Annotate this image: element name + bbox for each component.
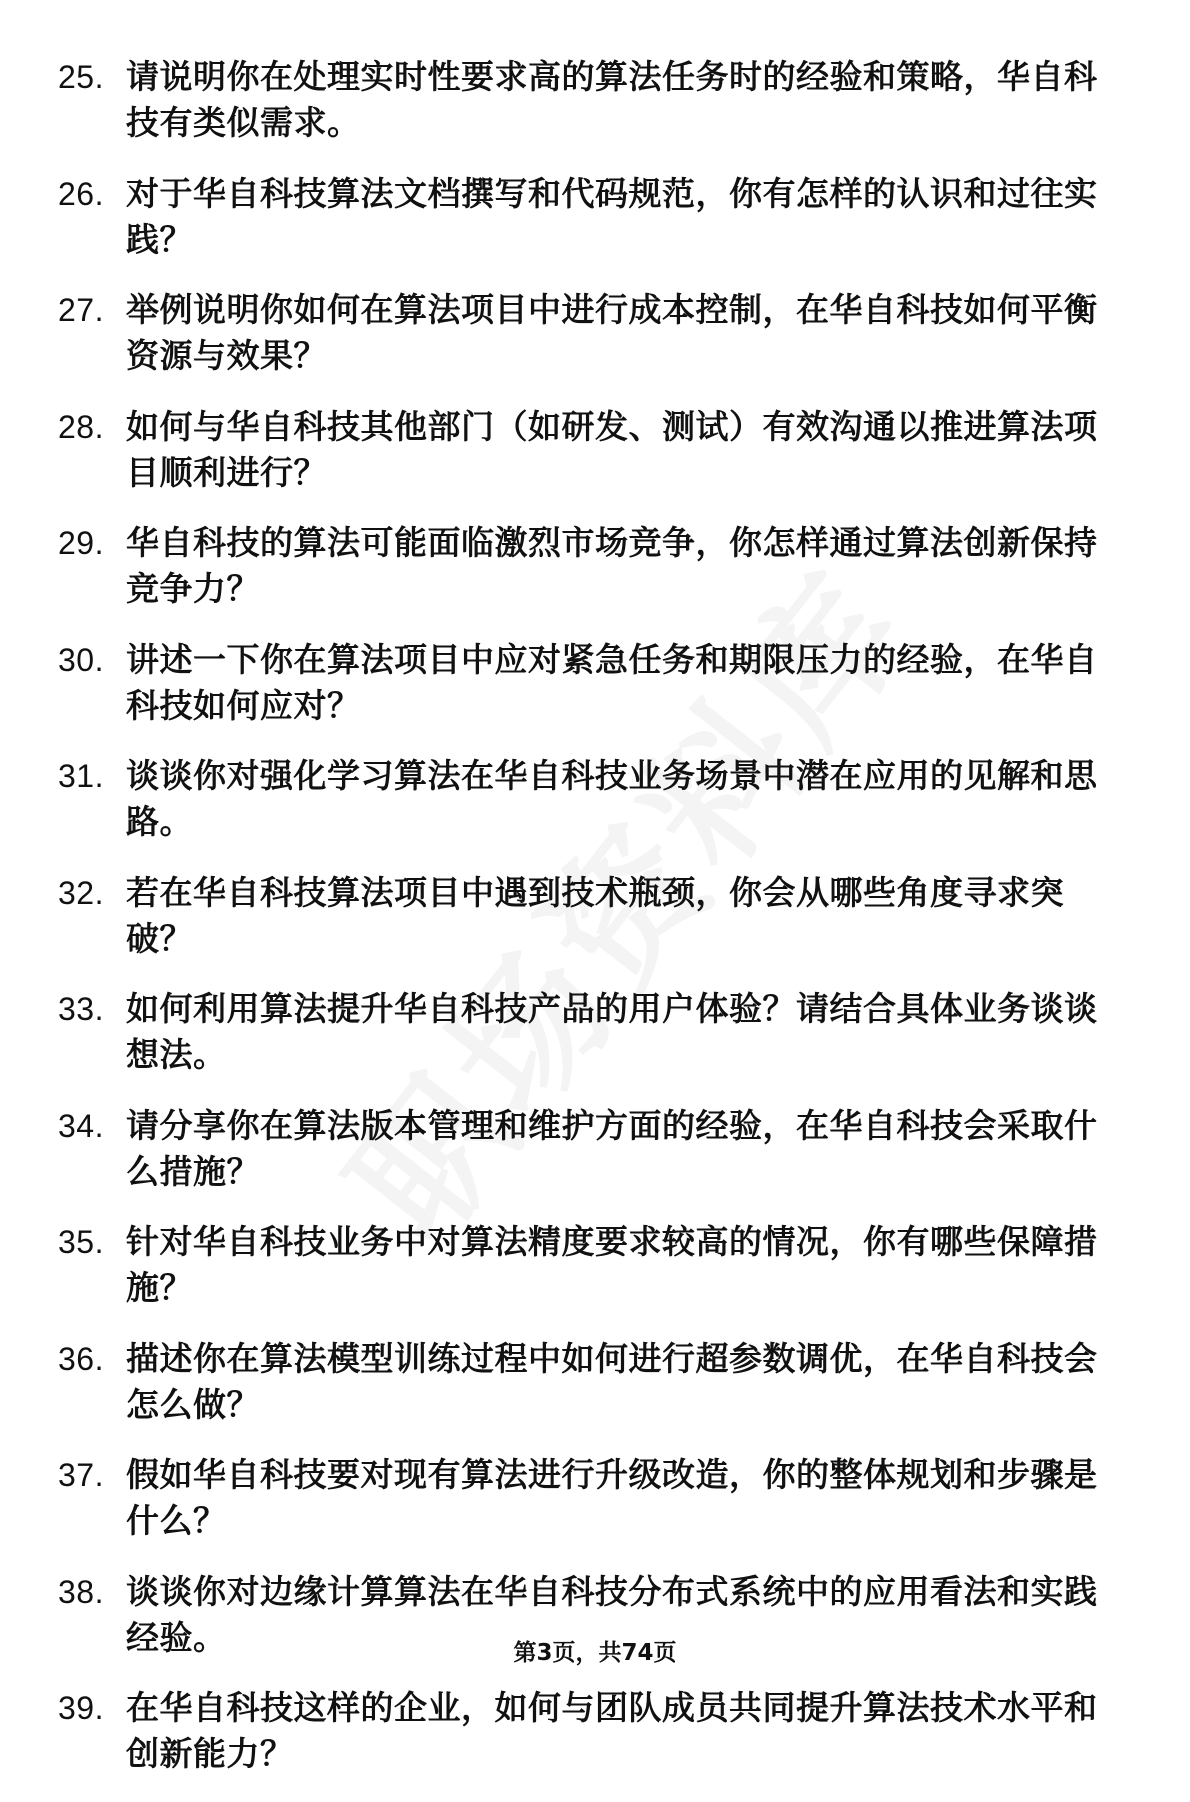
- item-text: 请说明你在处理实时性要求高的算法任务时的经验和策略，华自科技有类似需求。: [126, 57, 1098, 142]
- list-item: [58, 404, 1118, 496]
- item-text: 假如华自科技要对现有算法进行升级改造，你的整体规划和步骤是什么？: [126, 1455, 1098, 1540]
- item-text: 谈谈你对边缘计算算法在华自科技分布式系统中的应用看法和实践经验。: [126, 1571, 1098, 1657]
- item-text: 请分享你在算法版本管理和维护方面的经验，在华自科技会采取什么措施？: [126, 1105, 1098, 1191]
- item-text: 讲述一下你在算法项目中应对紧急任务和期限压力的经验，在华自科技如何应对？: [126, 639, 1098, 725]
- question-list: [58, 54, 1118, 1802]
- item-text: 华自科技的算法可能面临激烈市场竞争，你怎样通过算法创新保持竞争力？: [126, 523, 1098, 608]
- item-text: 如何利用算法提升华自科技产品的用户体验？请结合具体业务谈谈想法。: [126, 989, 1098, 1074]
- item-number: 31.: [58, 758, 104, 794]
- item-number: 35.: [58, 1224, 104, 1260]
- item-number: 36.: [58, 1340, 104, 1377]
- item-number: 34.: [58, 1107, 104, 1144]
- item-text: 在华自科技这样的企业，如何与团队成员共同提升算法技术水平和创新能力？: [126, 1688, 1098, 1773]
- list-item: [58, 1336, 1118, 1428]
- list-item: [58, 1219, 1118, 1311]
- item-number: 37.: [58, 1457, 104, 1493]
- list-item: [58, 520, 1118, 612]
- list-item: [58, 986, 1118, 1078]
- list-item: [58, 870, 1118, 962]
- list-item: [58, 1452, 1118, 1544]
- item-number: 39.: [58, 1690, 104, 1726]
- item-text: 谈谈你对强化学习算法在华自科技业务场景中潜在应用的见解和思路。: [126, 756, 1098, 841]
- item-text: 针对华自科技业务中对算法精度要求较高的情况，你有哪些保障措施？: [126, 1222, 1098, 1307]
- list-item: [58, 287, 1118, 379]
- item-text: 描述你在算法模型训练过程中如何进行超参数调优，在华自科技会怎么做？: [126, 1338, 1098, 1424]
- item-number: 27.: [58, 292, 104, 328]
- list-item: [58, 753, 1118, 845]
- list-item: [58, 171, 1118, 263]
- item-text: 举例说明你如何在算法项目中进行成本控制，在华自科技如何平衡资源与效果？: [126, 290, 1098, 375]
- page-footer: 第3页，共74页: [513, 1640, 677, 1666]
- item-number: 26.: [58, 175, 104, 212]
- item-number: 38.: [58, 1573, 104, 1610]
- list-item: [58, 637, 1118, 729]
- item-number: 33.: [58, 991, 104, 1027]
- item-number: 28.: [58, 408, 104, 445]
- list-item: [58, 1685, 1118, 1777]
- list-item: [58, 54, 1118, 146]
- item-number: 29.: [58, 525, 104, 561]
- item-number: 30.: [58, 641, 104, 678]
- item-number: 25.: [58, 59, 104, 95]
- list-item: [58, 1103, 1118, 1195]
- item-text: 对于华自科技算法文档撰写和代码规范，你有怎样的认识和过往实践？: [126, 173, 1098, 259]
- item-number: 32.: [58, 874, 104, 911]
- item-text: 如何与华自科技其他部门（如研发、测试）有效沟通以推进算法项目顺利进行？: [126, 406, 1098, 492]
- item-text: 若在华自科技算法项目中遇到技术瓶颈，你会从哪些角度寻求突破？: [126, 872, 1064, 958]
